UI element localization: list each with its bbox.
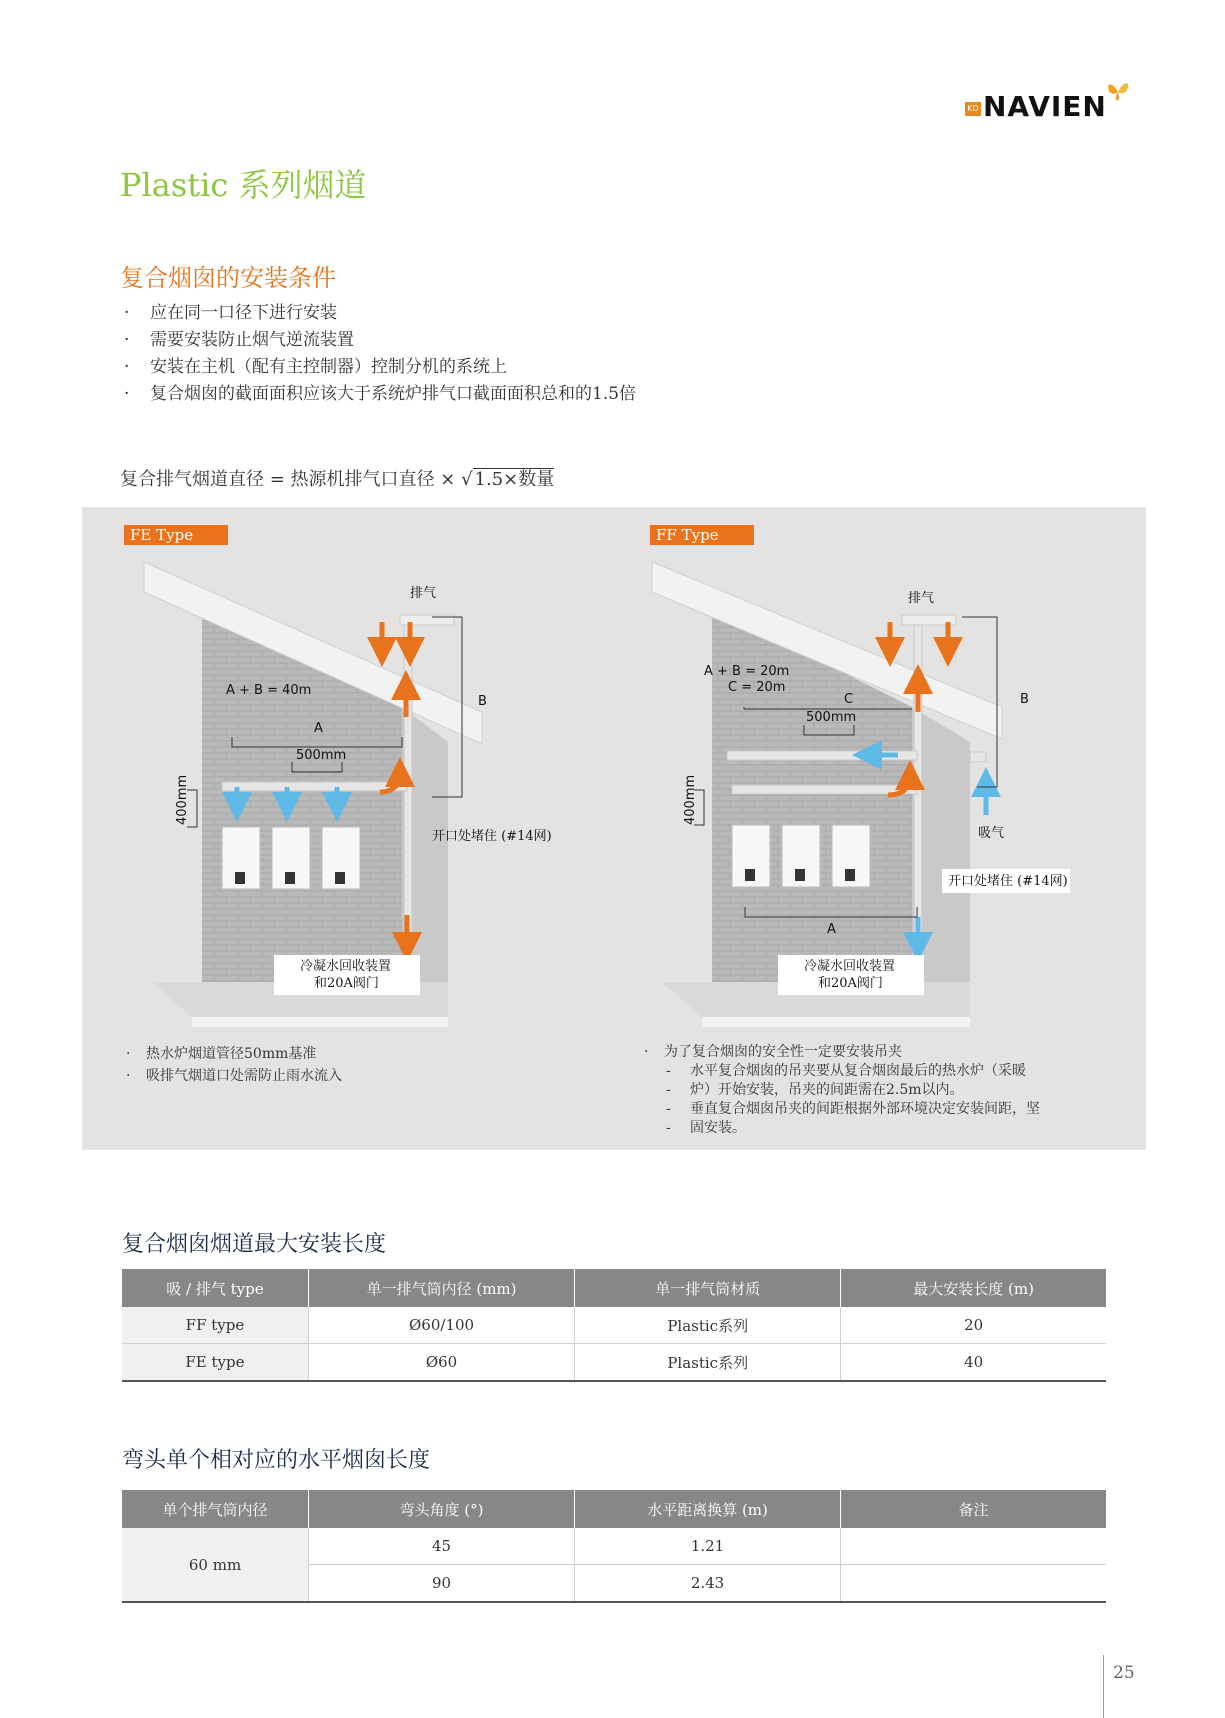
- table-cell: 20: [841, 1307, 1106, 1344]
- list-item: · 应在同一口径下进行安装: [120, 300, 1020, 327]
- page-divider: [1103, 1655, 1104, 1718]
- page-number: 25: [1113, 1663, 1135, 1683]
- table-header: 备注: [841, 1490, 1106, 1528]
- fe-plug-label: 开口处堵住 (#14网): [432, 829, 552, 844]
- list-item: · 安装在主机（配有主控制器）控制分机的系统上: [120, 354, 1020, 381]
- ff-notes: [642, 1043, 1122, 1138]
- fe-drain-label-2: 和20A阀门: [314, 976, 379, 991]
- fe-drain-label-1: 冷凝水回收装置: [300, 959, 392, 974]
- ff-b-label: B: [1020, 692, 1029, 707]
- diameter-formula: [120, 465, 554, 491]
- fe-notes: [124, 1043, 584, 1087]
- ff-note-sub1-line1: - 水平复合烟囱的吊夹要从复合烟囱最后的热水炉（采暖: [642, 1062, 1122, 1081]
- brand-name: NAVIEN: [983, 90, 1107, 123]
- ff-sum1-label: A + B = 20m: [704, 664, 790, 679]
- ff-note-main: · 为了复合烟囱的安全性一定要安装吊夹: [642, 1043, 1122, 1062]
- fe-a-label: A: [314, 721, 323, 736]
- table-header: 单个排气筒内径: [122, 1490, 309, 1528]
- table-row: [122, 1528, 1106, 1565]
- table-cell: Ø60/100: [308, 1307, 574, 1344]
- table-row: [122, 1307, 1106, 1344]
- table-cell: Plastic系列: [575, 1307, 841, 1344]
- table-header: 单一排气筒材质: [575, 1269, 841, 1307]
- table-cell: [841, 1565, 1106, 1603]
- ff-spacing-label: 500mm: [806, 710, 857, 725]
- ff-c-label: C: [844, 692, 854, 707]
- table-cell: 40: [841, 1344, 1106, 1382]
- table-header: 弯头角度 (°): [309, 1490, 575, 1528]
- navien-logo: [965, 78, 1135, 123]
- table-header: 单一排气筒内径 (mm): [308, 1269, 574, 1307]
- table-cell: FF type: [122, 1307, 308, 1344]
- max-length-table: [122, 1269, 1106, 1382]
- ff-note-sub1-line2: - 炉）开始安装，吊夹的间距需在2.5m以内。: [642, 1081, 1122, 1100]
- formula-text: 复合排气烟道直径 = 热源机排气口直径 ×: [120, 469, 456, 490]
- table-cell: [841, 1528, 1106, 1565]
- flue-diagrams: [82, 507, 1146, 1052]
- ff-intake-label: 吸气: [978, 826, 1005, 841]
- ff-height-label: 400mm: [683, 774, 698, 825]
- fe-spacing-label: 500mm: [296, 748, 347, 763]
- fe-house: [144, 562, 482, 1027]
- ff-sum2-label: C = 20m: [728, 680, 786, 695]
- elbow-length-table: [122, 1490, 1106, 1603]
- table1-title: 复合烟囱烟道最大安装长度: [122, 1232, 387, 1257]
- fe-note: · 吸排气烟道口处需防止雨水流入: [124, 1065, 584, 1087]
- table-cell: 45: [309, 1528, 575, 1565]
- table-row: [122, 1344, 1106, 1382]
- ff-drain-label-2: 和20A阀门: [818, 976, 883, 991]
- fe-type-tag: FE Type: [124, 525, 228, 545]
- sqrt-symbol: √: [461, 469, 473, 490]
- formula-sqrt-term: 1.5×数量: [474, 469, 555, 490]
- fe-note: · 热水炉烟道管径50mm基准: [124, 1043, 584, 1065]
- installation-diagram-panel: [82, 507, 1146, 1150]
- page-title: Plastic 系列烟道: [120, 166, 367, 204]
- fe-sum-label: A + B = 40m: [226, 683, 312, 698]
- section-title: 复合烟囱的安装条件: [120, 264, 336, 292]
- ff-house: [652, 562, 1070, 1027]
- table-header-row: [122, 1269, 1106, 1307]
- table2-title: 弯头单个相对应的水平烟囱长度: [122, 1448, 431, 1473]
- table-cell: Plastic系列: [575, 1344, 841, 1382]
- ff-exhaust-label: 排气: [908, 591, 935, 606]
- table-cell: 1.21: [574, 1528, 840, 1565]
- conditions-list: [120, 300, 1020, 408]
- ff-type-tag: FF Type: [650, 525, 754, 545]
- table-cell: 90: [309, 1565, 575, 1603]
- table-cell: FE type: [122, 1344, 308, 1382]
- ff-note-sub2-line1: - 垂直复合烟囱吊夹的间距根据外部环境决定安装间距，坚: [642, 1100, 1122, 1119]
- table-header: 水平距离换算 (m): [574, 1490, 840, 1528]
- table-header: 最大安装长度 (m): [841, 1269, 1106, 1307]
- butterfly-icon: [1105, 78, 1131, 104]
- list-item: · 复合烟囱的截面面积应该大于系统炉排气口截面面积总和的1.5倍: [120, 381, 1020, 408]
- table-header: 吸 / 排气 type: [122, 1269, 308, 1307]
- ff-plug-label: 开口处堵住 (#14网): [948, 874, 1068, 889]
- table-cell: 60 mm: [122, 1528, 309, 1602]
- table-header-row: [122, 1490, 1106, 1528]
- ff-note-sub2-line2: - 固安装。: [642, 1119, 1122, 1138]
- table-cell: Ø60: [308, 1344, 574, 1382]
- fe-exhaust-label: 排气: [410, 586, 437, 601]
- table-cell: 2.43: [574, 1565, 840, 1603]
- fe-b-label: B: [478, 694, 487, 709]
- fe-height-label: 400mm: [175, 774, 190, 825]
- kd-badge: KD: [965, 102, 981, 116]
- ff-drain-label-1: 冷凝水回收装置: [804, 959, 896, 974]
- ff-a-label: A: [827, 922, 836, 937]
- list-item: · 需要安装防止烟气逆流装置: [120, 327, 1020, 354]
